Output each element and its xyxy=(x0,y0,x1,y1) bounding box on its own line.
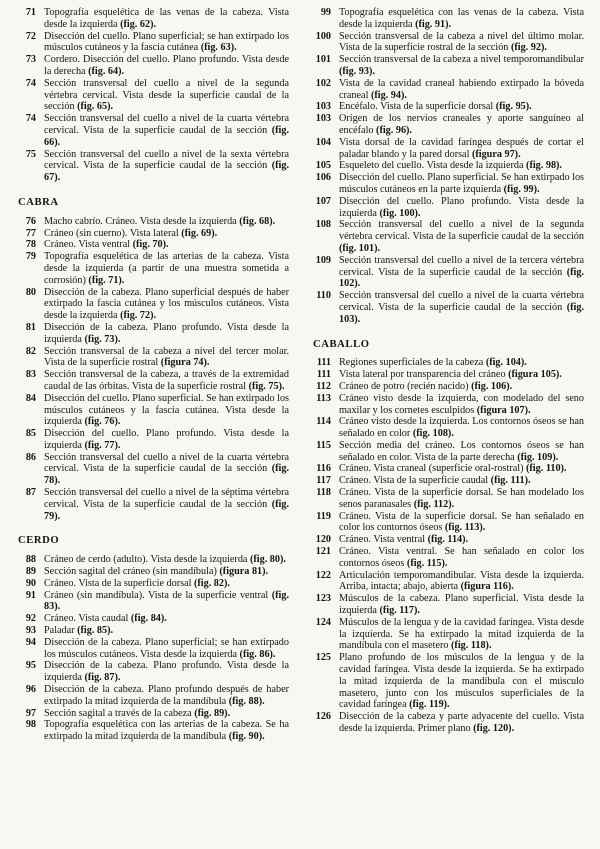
entry-text: Sección transversal de la cabeza a nivel temporomandibular (fig. 93). xyxy=(339,54,584,77)
entry-text: Sección transversal del cuello a nivel de la tercera vértebra cervical. Vista de la superficie caudal de la sección (fig. 102). xyxy=(339,254,584,290)
entry-page-number: 122 xyxy=(315,569,331,581)
entry-text: Cráneo de potro (recién nacido) (fig. 106). xyxy=(339,380,513,392)
entry-text: Disección de la cabeza. Plano profundo. Vista desde la izquierda (fig. 73). xyxy=(44,321,289,345)
entry-page-number: 90 xyxy=(25,577,36,589)
entry-page-number: 99 xyxy=(320,7,331,18)
figure-reference: (fig. 86). xyxy=(239,648,276,660)
figure-reference: (fig. 100). xyxy=(379,207,421,219)
column-right xyxy=(313,7,584,849)
index-entry xyxy=(18,660,289,684)
column-left xyxy=(18,7,289,849)
index-entry xyxy=(18,428,289,452)
entry-page-number: 91 xyxy=(25,589,36,601)
section-heading-caballo: CABALLO xyxy=(313,338,370,350)
figure-reference: (fig. 117). xyxy=(379,605,420,617)
entry-text: Cráneo. Vista ventral. Se han señalado en color los contornos óseos (fig. 115). xyxy=(339,546,584,569)
figure-reference: (fig. 70). xyxy=(132,239,169,251)
figure-reference: (fig. 108). xyxy=(412,428,454,440)
figure-reference: (fig. 66). xyxy=(44,124,289,148)
index-entry xyxy=(313,617,584,652)
entry-page-number: 79 xyxy=(25,251,36,263)
section-heading-cerdo: CERDO xyxy=(18,535,60,547)
entry-text: Topografía esquelética de las venas de la cabeza. Vista desde la izquierda (fig. 62). xyxy=(44,7,289,30)
entry-page-number: 92 xyxy=(25,613,36,625)
entry-text: Regiones superficiales de la cabeza (fig. 104). xyxy=(339,357,527,369)
entry-page-number: 74 xyxy=(25,77,36,89)
entry-page-number: 100 xyxy=(315,30,331,42)
figure-reference: (fig. 71). xyxy=(88,274,125,286)
figure-reference: (fig. 113). xyxy=(444,522,486,534)
index-entry xyxy=(18,54,289,78)
index-entry xyxy=(313,357,584,369)
index-entry xyxy=(18,487,289,522)
index-entry xyxy=(313,160,584,172)
entry-text: Sección transversal de la cabeza, a través de la extremidad caudal de las órbitas. Vista de la superficie rostral (fig. 75). xyxy=(44,369,289,392)
index-entry xyxy=(313,78,584,102)
figure-reference: (fig. 85). xyxy=(77,625,114,637)
entry-text: Sección transversal del cuello a nivel de la cuarta vértebra cervical. Vista de la superficie caudal de la sección (fig. 66). xyxy=(44,113,289,148)
entry-page-number: 102 xyxy=(315,77,331,89)
entry-text: Paladar (fig. 85). xyxy=(44,625,114,637)
index-entry xyxy=(18,578,289,590)
entry-text: Disección de la cabeza. Plano profundo después de haber extirpado la mitad izquierda de la mandíbula (fig. 88). xyxy=(44,684,289,707)
figure-reference: (fig. 93). xyxy=(339,65,375,77)
entry-page-number: 86 xyxy=(25,451,36,463)
entry-page-number: 108 xyxy=(315,219,331,231)
entry-text: Músculos de la lengua y de la cavidad faríngea. Vista desde la izquierda. Se ha extirpado la mitad izquierda de la mandíbula con el masetero (fig. 118). xyxy=(339,616,584,652)
entry-page-number: 109 xyxy=(315,254,331,266)
index-entry xyxy=(313,593,584,617)
figure-reference: (fig. 101). xyxy=(339,242,381,254)
entry-text: Topografía esquelética con las arterias de la cabeza. Se ha extirpado la mitad izquierda de la mandíbula (fig. 90). xyxy=(44,719,289,743)
entry-page-number: 83 xyxy=(25,369,36,381)
figure-reference: (fig. 84). xyxy=(130,613,167,625)
index-entry xyxy=(313,290,584,325)
entry-text: Esqueleto del cuello. Vista desde la izquierda (fig. 98). xyxy=(339,160,562,172)
index-entry xyxy=(18,684,289,708)
entry-page-number: 112 xyxy=(316,380,331,392)
index-entry xyxy=(313,196,584,220)
entry-page-number: 103 xyxy=(315,113,331,125)
figure-reference: (fig. 99). xyxy=(503,183,540,195)
entry-text: Cráneo. Vista caudal (fig. 84). xyxy=(44,613,167,625)
figure-reference: (fig. 69). xyxy=(181,227,218,239)
entry-page-number: 103 xyxy=(315,101,331,113)
index-entry xyxy=(313,546,584,570)
index-entry xyxy=(18,708,289,720)
entry-page-number: 97 xyxy=(25,707,36,719)
entry-text: Cráneo. Vista de la superficie dorsal. Se han modelado los senos paranasales (fig. 112). xyxy=(339,487,584,510)
index-entry xyxy=(313,255,584,290)
entry-page-number: 96 xyxy=(25,684,36,696)
index-entry xyxy=(313,7,584,31)
entry-text: Topografía esquelética de las arterias de la cabeza. Vista desde la izquierda (a partir de una muestra sometida a corrosión) (fig. 71). xyxy=(44,251,289,286)
figure-reference: (fig. 111). xyxy=(490,475,531,487)
index-entry xyxy=(18,239,289,251)
entry-text: Cráneo (sin cuerno). Vista lateral (fig. 69). xyxy=(44,227,218,239)
entry-page-number: 118 xyxy=(316,487,331,499)
index-entry xyxy=(18,113,289,148)
index-entry xyxy=(313,711,584,735)
index-entry xyxy=(313,381,584,393)
figure-reference: (figura 74). xyxy=(160,357,210,369)
entry-page-number: 80 xyxy=(25,286,36,298)
entry-page-number: 110 xyxy=(316,290,331,302)
index-entry xyxy=(313,101,584,113)
entry-page-number: 119 xyxy=(316,510,331,522)
entry-text: Disección del cuello. Plano profundo. Vista desde la izquierda (fig. 77). xyxy=(44,428,289,451)
entry-page-number: 106 xyxy=(315,172,331,184)
index-entry xyxy=(313,54,584,78)
figure-reference: (fig. 63). xyxy=(200,42,237,54)
index-entry xyxy=(18,228,289,240)
index-entry xyxy=(18,590,289,614)
figure-reference: (fig. 82). xyxy=(193,577,230,589)
entry-page-number: 78 xyxy=(25,239,36,251)
index-entry xyxy=(313,416,584,440)
figure-reference: (fig. 73). xyxy=(84,333,121,345)
index-entry xyxy=(313,511,584,535)
entry-text: Cráneo. Vista de la superficie caudal (fig. 111). xyxy=(339,475,531,487)
entry-page-number: 120 xyxy=(315,534,331,546)
entry-page-number: 85 xyxy=(25,428,36,440)
entry-page-number: 101 xyxy=(315,54,331,66)
index-entry xyxy=(18,149,289,184)
entry-text: Sección transversal de la cabeza a nivel del tercer molar. Vista de la superficie rostral (figura 74). xyxy=(44,345,289,369)
figure-reference: (fig. 96). xyxy=(376,124,412,136)
index-entry xyxy=(18,31,289,55)
figure-reference: (fig. 75). xyxy=(248,380,285,392)
entry-text: Cráneo. Vista ventral (fig. 70). xyxy=(44,239,169,251)
entry-page-number: 94 xyxy=(25,636,36,648)
index-entry xyxy=(18,613,289,625)
entry-text: Vista dorsal de la cavidad faríngea después de cortar el paladar blando y la pared dorsal (figura 97). xyxy=(339,136,584,160)
index-entry xyxy=(18,566,289,578)
entry-text: Músculos de la cabeza. Plano superficial. Vista desde la izquierda (fig. 117). xyxy=(339,593,584,617)
entry-text: Cráneo. Vista de la superficie dorsal (fig. 82). xyxy=(44,577,230,589)
entry-text: Topografía esquelética con las venas de la cabeza. Vista desde la izquierda (fig. 91). xyxy=(339,7,584,30)
entry-page-number: 107 xyxy=(315,195,331,207)
index-entry xyxy=(313,113,584,137)
entry-text: Disección del cuello. Plano superficial; se han extirpado los músculos cutáneos y la fascia cutánea (fig. 63). xyxy=(44,30,289,54)
figure-reference: (fig. 64). xyxy=(88,65,125,77)
index-entry xyxy=(18,625,289,637)
entry-page-number: 88 xyxy=(25,554,36,566)
figure-reference: (fig. 92). xyxy=(510,42,547,54)
entry-text: Disección del cuello. Plano profundo. Vista desde la izquierda (fig. 100). xyxy=(339,195,584,219)
index-entry xyxy=(313,137,584,161)
index-entry xyxy=(18,719,289,743)
figure-reference: (fig. 76). xyxy=(84,416,121,428)
index-entry xyxy=(313,219,584,254)
entry-text: Cordero. Disección del cuello. Plano profundo. Vista desde la derecha (fig. 64). xyxy=(44,54,289,77)
entry-text: Sección transversal del cuello a nivel de la séptima vértebra cervical. Vista de la superficie caudal de la sección (fig. 79). xyxy=(44,487,289,522)
index-entry xyxy=(313,475,584,487)
entry-text: Macho cabrío. Cráneo. Vista desde la izquierda (fig. 68). xyxy=(44,215,276,227)
figure-reference: (fig. 89). xyxy=(194,707,231,719)
index-entry xyxy=(313,440,584,464)
figure-reference: (fig. 106). xyxy=(471,380,513,392)
entry-text: Vista lateral por transparencia del cráneo (figura 105). xyxy=(339,369,562,381)
index-entry xyxy=(313,652,584,711)
entry-text: Cráneo (sin mandíbula). Vista de la superficie ventral (fig. 83). xyxy=(44,589,289,613)
index-entry xyxy=(18,554,289,566)
index-entry xyxy=(18,7,289,31)
figure-reference: (fig. 120). xyxy=(473,723,515,735)
entry-page-number: 124 xyxy=(315,616,331,628)
entry-text: Sección transversal de la cabeza a nivel del último molar. Vista de la superficie rostral de la sección (fig. 92). xyxy=(339,30,584,54)
entry-page-number: 114 xyxy=(316,416,331,428)
entry-page-number: 95 xyxy=(25,660,36,672)
figure-reference: (fig. 95). xyxy=(495,101,532,113)
figure-reference: (fig. 114). xyxy=(427,534,469,546)
entry-text: Cráneo de cerdo (adulto). Vista desde la izquierda (fig. 80). xyxy=(44,554,286,566)
section-heading-cabra: CABRA xyxy=(18,196,59,208)
entry-text: Sección media del cráneo. Los contornos óseos se han señalado en color. Vista de la parte derecha (fig. 109). xyxy=(339,439,584,463)
entry-text: Cráneo. Vista ventral (fig. 114). xyxy=(339,534,469,546)
entry-text: Articulación temporomandibular. Vista desde la izquierda. Arriba, intacta; abajo, abierta (figura 116). xyxy=(339,569,584,593)
figure-reference: (figura 105). xyxy=(508,369,562,381)
entry-text: Disección de la cabeza y parte adyacente del cuello. Vista desde la izquierda. Primer plano (fig. 120). xyxy=(339,711,584,735)
entry-page-number: 71 xyxy=(25,7,36,18)
index-entry xyxy=(313,31,584,55)
entry-page-number: 73 xyxy=(25,54,36,66)
index-entry xyxy=(18,216,289,228)
entry-page-number: 84 xyxy=(25,392,36,404)
figure-reference: (fig. 87). xyxy=(84,672,121,684)
index-entry xyxy=(313,487,584,511)
entry-text: Disección de la cabeza. Plano superficial; se han extirpado los músculos cutáneos. Vista desde la izquierda (fig. 86). xyxy=(44,636,289,660)
figure-reference: (fig. 62). xyxy=(120,18,157,30)
entry-text: Plano profundo de los músculos de la lengua y de la cavidad faríngea. Vista desde la izquierda. Se ha extirpado la mitad izquierda de la mandíbula con el músculo masetero, junto con los músculos superficiales de la cavidad faríngea (fig. 119). xyxy=(339,652,584,711)
figure-reference: (fig. 72). xyxy=(120,310,157,322)
entry-page-number: 116 xyxy=(316,463,331,475)
entry-page-number: 125 xyxy=(315,652,331,664)
figure-reference: (fig. 98). xyxy=(526,160,562,172)
entry-text: Disección de la cabeza. Plano superficial después de haber extirpado la fascia cutánea y los músculos cutáneos. Vista desde la izquierda (fig. 72). xyxy=(44,286,289,322)
figure-reference: (fig. 112). xyxy=(413,498,455,510)
entry-text: Sección transversal del cuello a nivel de la cuarta vértebra cervical. Vista de la superficie caudal de la sección (fig. 103). xyxy=(339,290,584,325)
entry-text: Encéfalo. Vista de la superficie dorsal (fig. 95). xyxy=(339,101,532,113)
index-entry xyxy=(18,393,289,428)
entry-text: Cráneo. Vista craneal (superficie oral-rostral) (fig. 110). xyxy=(339,463,567,475)
figure-reference: (figura 116). xyxy=(460,581,514,593)
entry-page-number: 117 xyxy=(316,475,331,487)
entry-text: Sección transversal del cuello a nivel de la segunda vértebra cervical. Vista desde la superficie caudal de la sección (fig. 65). xyxy=(44,77,289,113)
entry-text: Sección sagital del cráneo (sin mandíbula) (figura 81). xyxy=(44,566,269,578)
entry-page-number: 123 xyxy=(315,593,331,605)
entry-text: Origen de los nervios craneales y aporte sanguíneo al encéfalo (fig. 96). xyxy=(339,113,584,136)
entry-page-number: 126 xyxy=(315,711,331,723)
figure-reference: (figura 97). xyxy=(471,148,521,160)
figure-reference: (figura 107). xyxy=(476,404,531,416)
entry-page-number: 121 xyxy=(315,546,331,558)
figure-reference: (fig. 80). xyxy=(249,554,286,566)
entry-page-number: 111 xyxy=(316,357,331,369)
figure-reference: (fig. 102). xyxy=(339,266,584,290)
entry-text: Cráneo visto desde la izquierda, con modelado del seno maxilar y los cornetes esculpidos (figura 107). xyxy=(339,392,584,416)
index-entry xyxy=(313,172,584,196)
index-entry xyxy=(18,287,289,322)
index-entry xyxy=(313,369,584,381)
entry-page-number: 77 xyxy=(25,227,36,239)
figure-reference: (fig. 90). xyxy=(228,731,265,743)
entry-page-number: 93 xyxy=(25,625,36,637)
index-entry xyxy=(313,393,584,417)
entry-text: Sección transversal del cuello a nivel de la cuarta vértebra cervical. Vista de la superficie caudal de la sección (fig. 78). xyxy=(44,451,289,487)
index-entry xyxy=(18,322,289,346)
entry-page-number: 89 xyxy=(25,566,36,578)
entry-page-number: 115 xyxy=(316,439,331,451)
entry-text: Disección de la cabeza. Plano profundo. Vista desde la izquierda (fig. 87). xyxy=(44,660,289,684)
index-entry xyxy=(18,251,289,286)
entry-text: Cráneo. Vista de la superficie dorsal. Se han señalado en color los contornos óseos (fig. 113). xyxy=(339,510,584,534)
figure-reference: (fig. 91). xyxy=(415,18,452,30)
figure-reference: (fig. 119). xyxy=(409,699,450,711)
entry-page-number: 98 xyxy=(25,719,36,731)
figure-reference: (fig. 67). xyxy=(44,160,289,184)
entry-page-number: 82 xyxy=(25,345,36,357)
figure-reference: (fig. 77). xyxy=(84,439,121,451)
entry-text: Sección transversal del cuello a nivel de la sexta vértebra cervical. Vista de la superficie caudal de la sección (fig. 67). xyxy=(44,148,289,184)
figure-reference: (fig. 104). xyxy=(485,357,527,369)
figure-reference: (fig. 103). xyxy=(339,301,584,325)
figure-reference: (fig. 94). xyxy=(370,89,407,101)
entry-text: Vista de la cavidad craneal habiendo extirpado la bóveda craneal (fig. 94). xyxy=(339,77,584,101)
entry-text: Cráneo visto desde la izquierda. Los contornos óseos se han señalado en color (fig. 108). xyxy=(339,416,584,440)
entry-page-number: 111 xyxy=(316,369,331,381)
entry-page-number: 105 xyxy=(315,160,331,172)
figure-reference: (fig. 83). xyxy=(44,589,289,613)
figure-reference: (fig. 79). xyxy=(44,498,289,522)
index-entry xyxy=(18,637,289,661)
index-entry xyxy=(18,369,289,393)
entry-page-number: 113 xyxy=(316,392,331,404)
entry-page-number: 74 xyxy=(25,113,36,125)
index-entry xyxy=(313,534,584,546)
figure-reference: (fig. 118). xyxy=(451,640,492,652)
entry-page-number: 81 xyxy=(25,321,36,333)
figure-reference: (fig. 110). xyxy=(526,463,567,475)
entry-page-number: 76 xyxy=(25,215,36,227)
index-entry xyxy=(313,570,584,594)
entry-page-number: 104 xyxy=(315,136,331,148)
entry-page-number: 87 xyxy=(25,487,36,499)
figure-reference: (fig. 109). xyxy=(517,451,559,463)
entry-text: Disección del cuello. Plano superficial. Se han extirpado los músculos cutáneos y la fascia cutánea. Vista desde la izquierda (fig. 76). xyxy=(44,392,289,428)
index-entry xyxy=(313,463,584,475)
entry-page-number: 72 xyxy=(25,30,36,42)
figure-reference: (fig. 68). xyxy=(239,215,276,227)
figure-reference: (fig. 78). xyxy=(44,463,289,487)
figure-reference: (fig. 65). xyxy=(77,101,114,113)
entry-text: Disección del cuello. Plano superficial. Se han extirpado los músculos cutáneos en la parte izquierda (fig. 99). xyxy=(339,172,584,195)
entry-page-number: 75 xyxy=(25,148,36,160)
entry-text: Sección transversal del cuello a nivel de la segunda vértebra cervical. Vista de la superficie caudal de la sección (fig. 101). xyxy=(339,219,584,254)
figure-reference: (fig. 115). xyxy=(406,557,448,569)
figure-reference: (figura 81). xyxy=(219,566,269,578)
index-entry xyxy=(18,346,289,370)
index-entry xyxy=(18,78,289,113)
index-entry xyxy=(18,452,289,487)
entry-text: Sección sagital a través de la cabeza (fig. 89). xyxy=(44,707,231,719)
figure-reference: (fig. 88). xyxy=(228,695,265,707)
